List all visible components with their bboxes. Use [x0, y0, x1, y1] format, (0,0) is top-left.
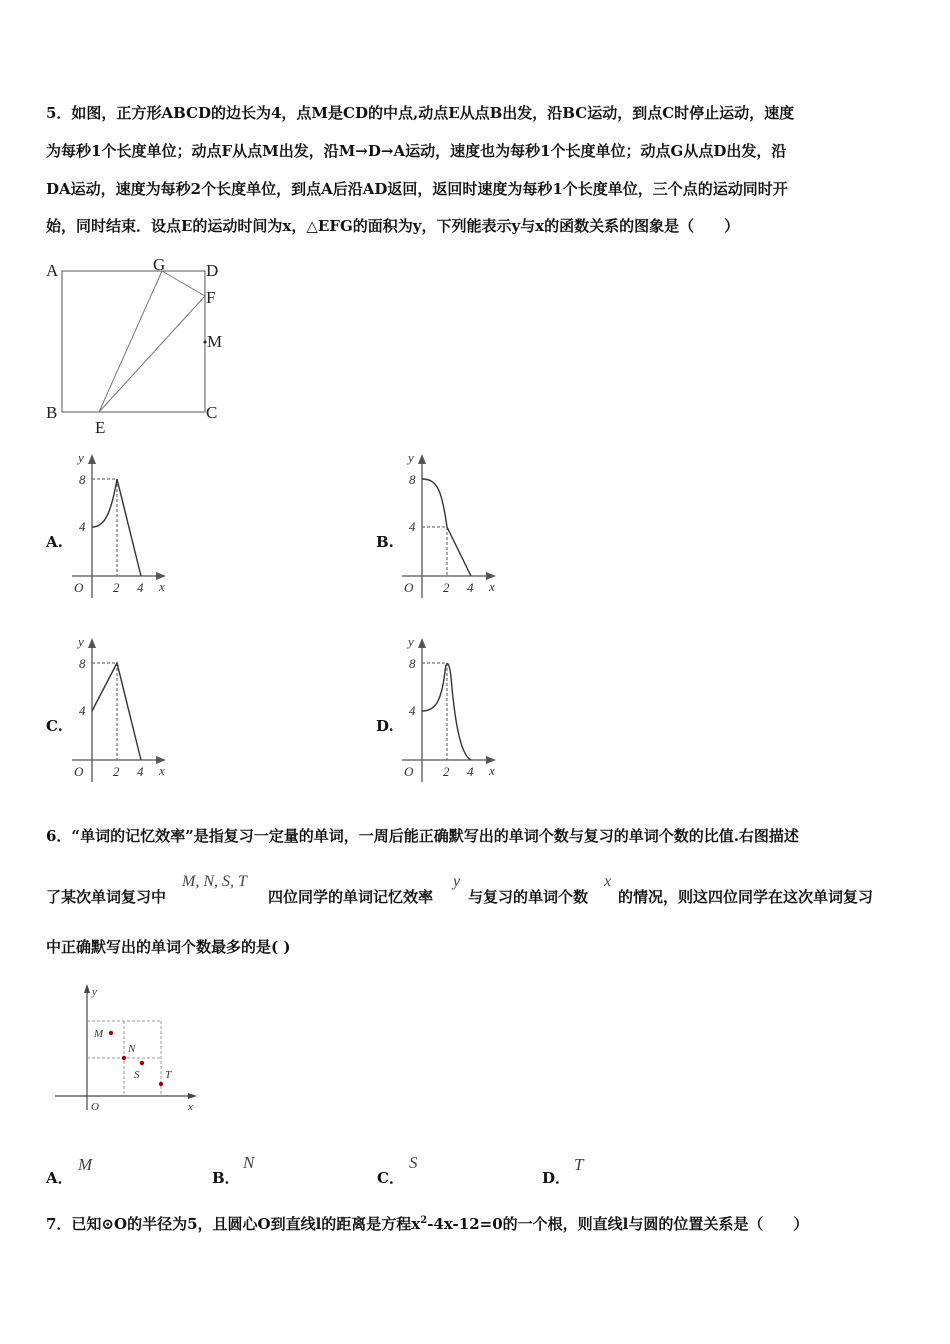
svg-text:O: O — [74, 764, 84, 779]
label-e: E — [95, 418, 106, 437]
q5-line-3: DA运动，速度为每秒2个长度单位，到点A后沿AD返回，返回时速度为每秒1个长度单位，三个点的运动同时开 — [46, 180, 788, 198]
q5-option-c[interactable]: C. — [46, 717, 63, 735]
svg-text:T: T — [165, 1069, 172, 1081]
svg-text:4: 4 — [467, 764, 474, 779]
label-f: F — [206, 288, 216, 307]
graph-d — [396, 632, 504, 788]
svg-text:O: O — [91, 1101, 99, 1113]
svg-text:x: x — [188, 1101, 193, 1113]
label-m: M — [207, 332, 223, 351]
svg-text:x: x — [489, 763, 495, 778]
q5-line-1: 5．如图，正方形ABCD的边长为4，点M是CD的中点,动点E从点B出发，沿BC运动，到点C时停止运动，速度 — [46, 104, 795, 122]
q6-line-1: 6．“单词的记忆效率”是指复习一定量的单词，一周后能正确默写出的单词个数与复习的单词个数的比值.右图描述 — [46, 827, 799, 845]
math-mnst: M, N, S, T — [182, 873, 247, 890]
point-t — [159, 1082, 163, 1086]
graph-b — [396, 448, 504, 604]
svg-text:x: x — [489, 579, 495, 594]
svg-text:O: O — [404, 580, 414, 595]
label-a: A — [46, 261, 59, 280]
svg-text:y: y — [78, 450, 84, 465]
label-b: B — [46, 403, 58, 422]
svg-text:y: y — [92, 986, 97, 998]
graph-a — [66, 448, 174, 604]
point-n — [122, 1056, 126, 1060]
svg-text:x: x — [159, 763, 165, 778]
svg-text:y: y — [78, 634, 84, 649]
square-figure — [40, 252, 240, 442]
q5-option-d[interactable]: D. — [376, 717, 394, 735]
svg-text:8: 8 — [79, 472, 86, 487]
q6-option-a[interactable]: A． — [46, 1169, 73, 1187]
math-x: x — [604, 873, 612, 890]
q5-option-a[interactable]: A. — [46, 533, 63, 551]
label-d: D — [206, 261, 219, 280]
q6-option-c[interactable]: C． — [377, 1169, 404, 1187]
label-g: G — [153, 255, 166, 274]
svg-text:S: S — [134, 1069, 140, 1081]
svg-text:8: 8 — [409, 656, 416, 671]
graph-c — [66, 632, 174, 788]
svg-text:4: 4 — [79, 519, 86, 534]
q6-option-b-value: N — [243, 1153, 255, 1172]
svg-text:8: 8 — [79, 656, 86, 671]
q5-option-b[interactable]: B. — [376, 533, 394, 551]
math-y: y — [453, 873, 461, 890]
q7-line: 7．已知⊙O的半径为5，且圆心O到直线l的距离是方程$x^2-4x-12=0$的一个根，则直线l与圆的位置关系是（ ） — [46, 1215, 809, 1233]
q6-figure — [50, 980, 200, 1120]
q6-option-a-value: M — [78, 1155, 93, 1174]
q6-line-3: 中正确默写出的单词个数最多的是( ) — [46, 938, 291, 956]
svg-text:2: 2 — [113, 764, 120, 779]
svg-text:4: 4 — [137, 580, 144, 595]
svg-text:M: M — [94, 1028, 104, 1040]
svg-text:2: 2 — [443, 580, 450, 595]
svg-text:4: 4 — [137, 764, 144, 779]
svg-text:4: 4 — [409, 703, 416, 718]
svg-text:y: y — [408, 450, 414, 465]
label-c: C — [206, 403, 218, 422]
svg-text:4: 4 — [79, 703, 86, 718]
svg-text:8: 8 — [409, 472, 416, 487]
svg-text:4: 4 — [467, 580, 474, 595]
q6-option-d[interactable]: D． — [542, 1169, 571, 1187]
svg-text:O: O — [74, 580, 84, 595]
q6-option-b[interactable]: B． — [212, 1169, 240, 1187]
point-s — [140, 1061, 144, 1065]
svg-text:2: 2 — [443, 764, 450, 779]
q5-line-4: 始，同时结束．设点E的运动时间为x，△EFG的面积为y，下列能表示y与x的函数关系的图象是（ ） — [46, 217, 740, 235]
svg-text:O: O — [404, 764, 414, 779]
svg-text:x: x — [159, 579, 165, 594]
svg-text:4: 4 — [409, 519, 416, 534]
q6-option-d-value: T — [574, 1155, 584, 1174]
svg-text:y: y — [408, 634, 414, 649]
q5-line-2: 为每秒1个长度单位；动点F从点M出发，沿M→D→A运动，速度也为每秒1个长度单位；动点G从点D出发，沿 — [46, 142, 787, 160]
svg-text:2: 2 — [113, 580, 120, 595]
q6-option-c-value: S — [409, 1153, 418, 1172]
point-m — [109, 1031, 113, 1035]
svg-text:N: N — [128, 1043, 136, 1055]
